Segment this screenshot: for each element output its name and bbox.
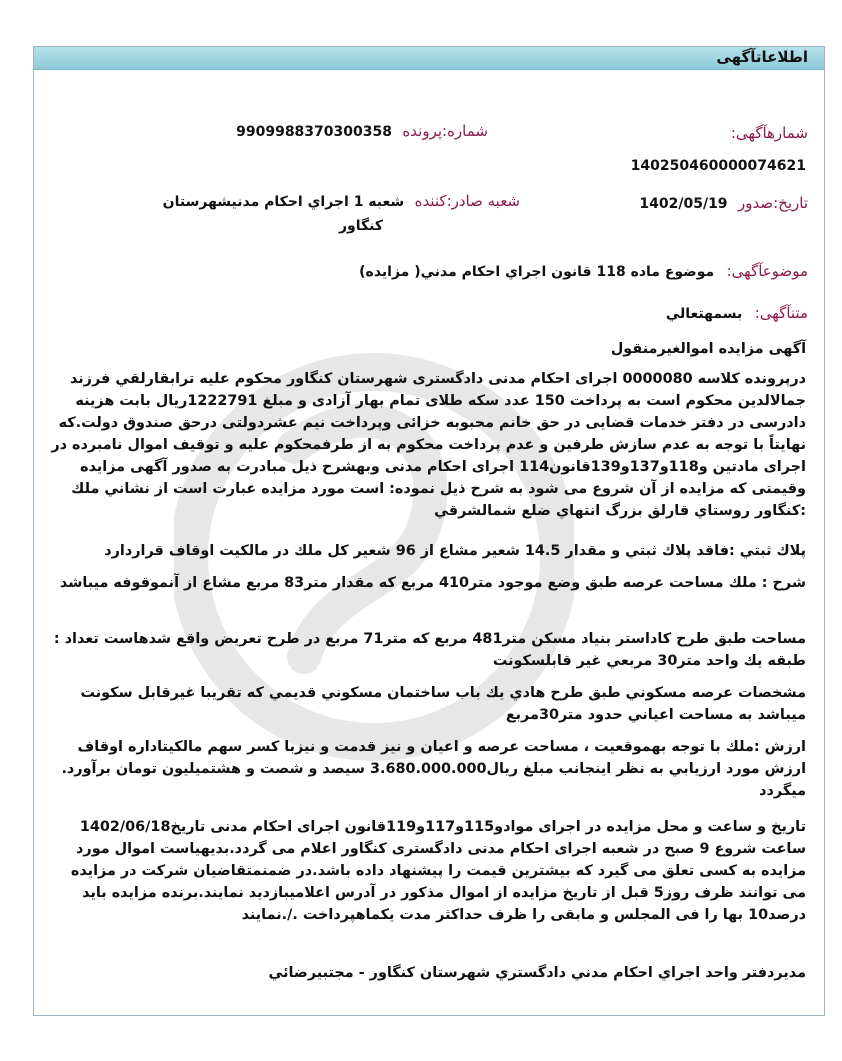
issuer-label: شعبه صادر:کننده [414,192,520,210]
paragraph-plaque: پلاك ثبتي :فاقد پلاك ثبتي و مقدار 14.5 شعير مشاع از 96 شعير كل ملك در مالكيت اوقاف قراردارد [104,543,806,559]
panel-header: اطلاعاتآگهی [34,47,824,70]
issuer-value: شعبه 1 اجراي احكام مدنيشهرستان [162,194,405,210]
ad-number-value: 140250460000074621 [630,158,806,174]
issue-date-label: تاریخ:صدور [738,194,808,212]
paragraph-title: آگهی مزایده اموالغیرمنقول [610,341,806,357]
subject-label: موضوعآگهی: [726,262,808,280]
paragraph-description: شرح : ملك مساحت عرصه طبق وضع موجود متر410 مربع كه مقدار متر83 مربع مشاع از آنموقوفه ميباشد [59,575,806,591]
issue-date-value: 1402/05/19 [639,196,728,212]
case-number-value: 9909988370300358 [236,124,392,140]
body-first-line: بسمهتعالي [665,306,743,322]
case-number-label: شماره:پرونده [402,122,488,140]
paragraph-specs: مشخصات عرصه مسكوني طبق طرح هادي يك باب ساختمان مسكوني قديمي كه تقريبا غيرقابل سكونت ميباشد به مساحت اعياني حدود متر30مربع [80,685,806,723]
paragraph-area: مساحت طبق طرح كاداستر بنياد مسكن متر481 مربع كه متر71 مربع در طرح تعريض واقع شدهاست تعداد : طبقه يك واحد متر30 مربعي غير قابلسكونت [53,631,806,669]
paragraph-case: درپرونده کلاسه 0000080 اجرای احکام مدنی دادگستری شهرستان کنگاور محکوم علیه ترابقارلقي فرزند جمالالدین محکوم است به پرداخت 150 عدد سکه طلای تمام بهار آزادی و مبلغ 1222791ريال بابت هزینه دادرسی در دفتر خدمات قضایی در حق خانم محبوبه خزائی وپرداخت نیم عشردولتی درحق صندوق دولت.که نهایتاً با توجه به عدم سازش طرفین و عدم پرداخت محکوم به از طرفمحکوم علیه و توقیف اموال نامبرده در اجرای مادتین و118و137و139قانون114 اجرای احکام مدنی وبهشرح ذیل مبادرت به صدور آگهی مزایده وقیمتی که مزایده از آن شروع می شود به شرح ذیل نموده: است مورد مزایده عبارت است از نشاني ملك :كنگاور روستاي قارلق بزرگ انتهاي ضلع شمالشرقي [51,371,806,519]
ad-info-panel [33,46,825,1016]
paragraph-signature: مديردفتر واحد اجراي احكام مدني دادگستري شهرستان كنگاور - مجتبيرضائي [268,965,806,981]
issuer-value-line2: كنگاور [338,218,383,234]
paragraph-auction-time: تاریخ و ساعت و محل مزایده در اجرای موادو115و117و119قانون اجرای احکام مدنی تاریخ1402/06/18 ساعت شروع 9 صبح در شعبه اجرای احکام مدنی دادگستری کنگاور اعلام می گردد.بدیهیاست اموال مورد مزایده به کسی تعلق می گیرد که بیشترین قیمت را پیشنهاد داده باشد.در ضمنمتقاضیان شرکت در مزایده می توانند ظرف روز5 قبل از تاریخ مزایده از اموال مذکور در آدرس اعلامیبازدید نمایند.برنده مزایده باید درصد10 بها را فی المجلس و مابقی را ظرف حداکثر مدت یکماهپرداخت ./.نمایند [70,819,806,923]
ad-number-label: شمارهآگهی: [730,124,808,142]
paragraph-value: ارزش :ملك با توجه بهموقعيت ، مساحت عرصه و اعيان و نيز قدمت و نيزبا كسر سهم مالكيتاداره اوقاف ارزش مورد ارزيابي به نظر اينجانب مبلغ ريال3.680.000.000 سيصد و شصت و هشتميليون تومان برآورد. ميگردد [61,739,806,799]
body-label: متنآگهی: [754,304,808,322]
subject-value: موضوع ماده 118 قانون اجراي احكام مدني( مزايده) [359,264,715,280]
